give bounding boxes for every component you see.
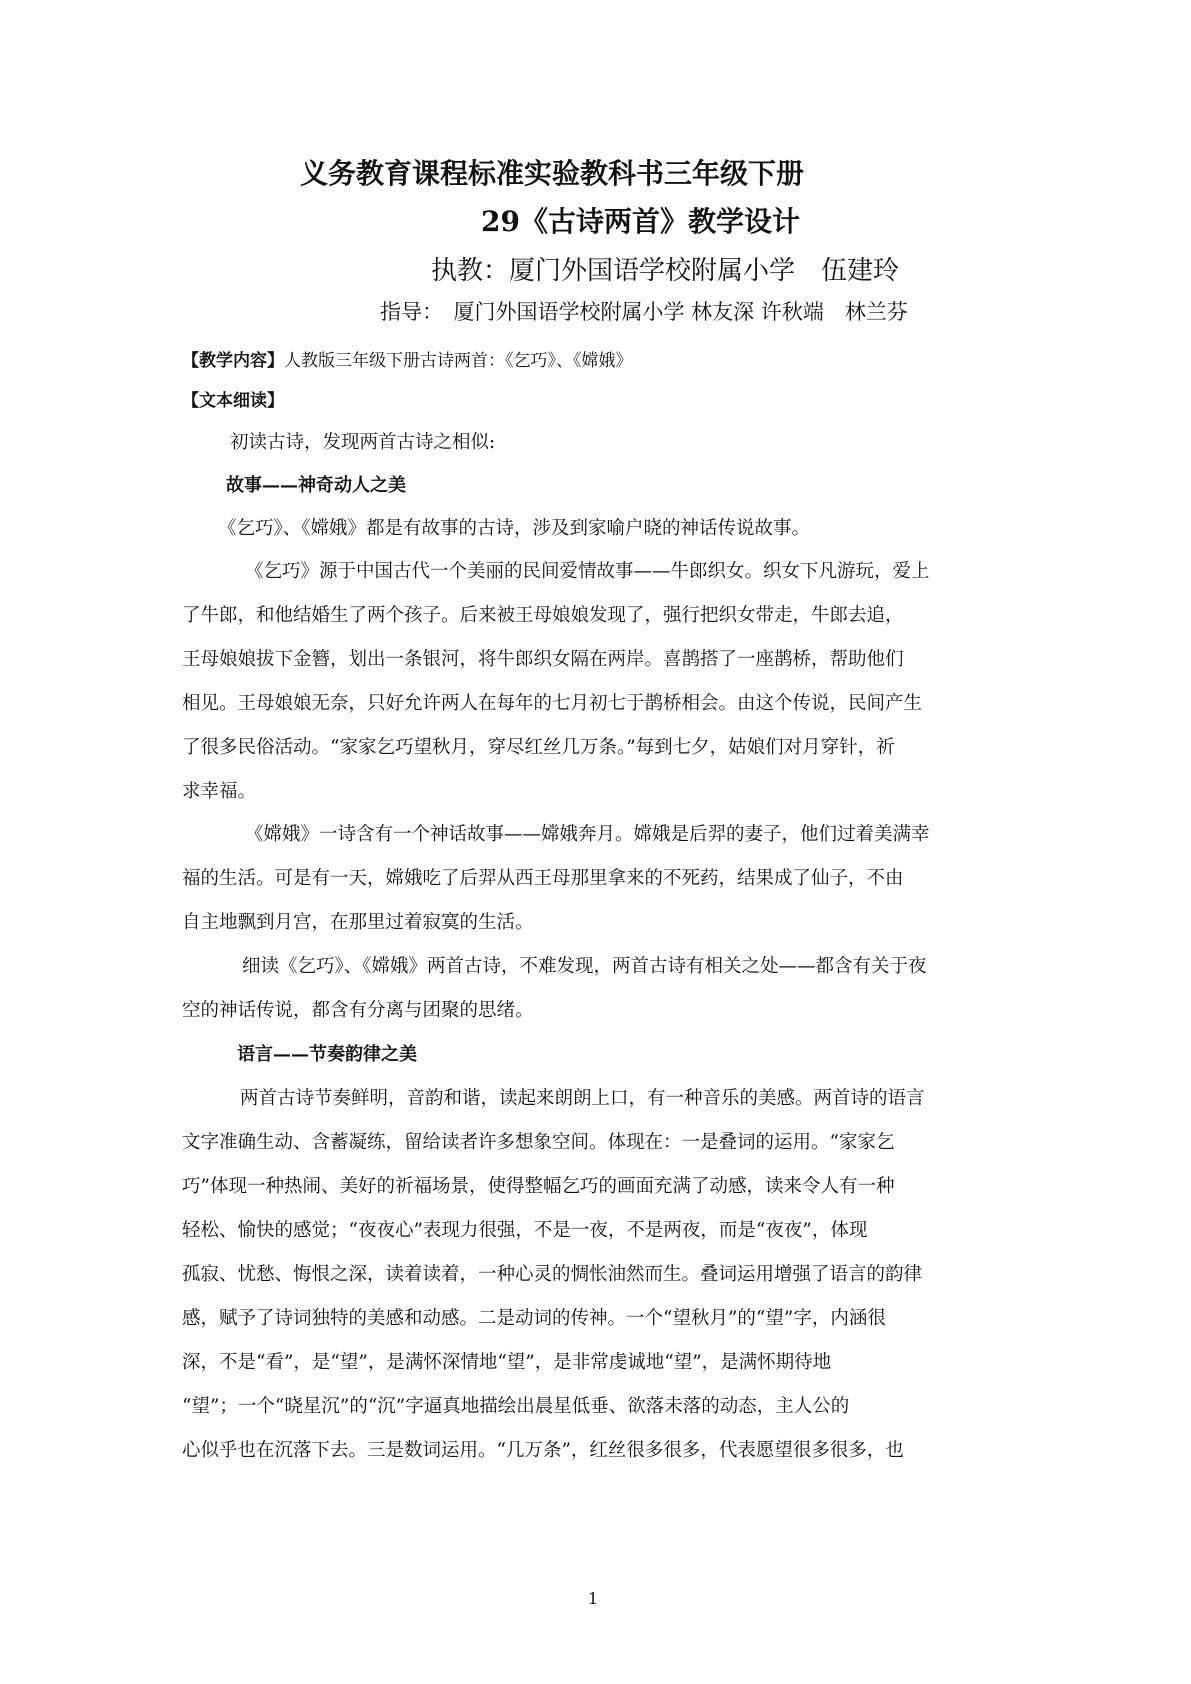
teacher-line: 执教：厦门外国语学校附属小学 伍建玲	[431, 256, 900, 286]
teaching-content-label: 【教学内容】	[182, 351, 284, 371]
document-title: 义务教育课程标准实验教科书三年级下册	[300, 157, 805, 190]
language-line-9: 心似乎也在沉落下去。三是数词运用。“几万条”，红丝很多很多，代表愿望很多很多，也	[182, 1440, 904, 1461]
language-line-4: 轻松、愉快的感觉；“夜夜心”表现力很强，不是一夜，不是两夜，而是“夜夜”，体现	[182, 1220, 868, 1241]
change-line-3: 自主地飘到月宫，在那里过着寂寞的生活。	[182, 912, 534, 933]
change-line-2: 福的生活。可是有一天，嫦娥吃了后羿从西王母那里拿来的不死药，结果成了仙子，不由	[182, 868, 904, 889]
subhead-language: 语言——节奏韵律之美	[237, 1044, 417, 1065]
guide-line: 指导： 厦门外国语学校附属小学 林友深 许秋端 林兰芬	[380, 300, 908, 324]
qiqiao-line-4: 相见。王母娘娘无奈，只好允许两人在每年的七月初七于鹊桥相会。由这个传说，民间产生	[182, 693, 923, 714]
teaching-content-line	[182, 346, 633, 371]
language-line-1: 两首古诗节奏鲜明，音韵和谐，读起来朗朗上口，有一种音乐的美感。两首诗的语言	[240, 1088, 925, 1109]
qiqiao-line-5: 了很多民俗活动。“家家乞巧望秋月，穿尽红丝几万条。”每到七夕，姑娘们对月穿针，祈	[182, 737, 895, 758]
text-reading-heading	[182, 386, 284, 411]
qiqiao-line-1: 《乞巧》源于中国古代一个美丽的民间爱情故事——牛郎织女。织女下凡游玩，爱上	[245, 561, 930, 582]
compare-line-1: 细读《乞巧》、《嫦娥》两首古诗，不难发现，两首古诗有相关之处——都含有关于夜	[242, 956, 927, 977]
page-number: 1	[588, 1589, 599, 1608]
intro-line: 初读古诗，发现两首古诗之相似:	[230, 432, 496, 453]
language-line-5: 孤寂、忧愁、悔恨之深，读着读着，一种心灵的惆怅油然而生。叠词运用增强了语言的韵律	[182, 1264, 923, 1285]
language-line-8: “望”；一个“晓星沉”的“沉”字逼真地描绘出晨星低垂、欲落未落的动态，主人公的	[182, 1396, 850, 1417]
change-line-1: 《嫦娥》一诗含有一个神话故事——嫦娥奔月。嫦娥是后羿的妻子，他们过着美满幸	[245, 824, 930, 845]
document-subtitle: 29《古诗两首》教学设计	[481, 205, 800, 238]
text-reading-label: 【文本细读】	[182, 391, 284, 411]
story-lead-line: 《乞巧》、《嫦娥》都是有故事的古诗，涉及到家喻户晓的神话传说故事。	[218, 518, 811, 539]
language-line-3: 巧”体现一种热闹、美好的祈福场景，使得整幅乞巧的画面充满了动感，读来令人有一种	[182, 1176, 895, 1197]
language-line-2: 文字准确生动、含蓄凝练，留给读者许多想象空间。体现在：一是叠词的运用。“家家乞	[182, 1132, 895, 1153]
language-line-7: 深，不是“看”，是“望”，是满怀深情地“望”，是非常虔诚地“望”，是满怀期待地	[182, 1352, 832, 1373]
compare-line-2: 空的神话传说，都含有分离与团聚的思绪。	[182, 1000, 534, 1021]
qiqiao-line-2: 了牛郎，和他结婚生了两个孩子。后来被王母娘娘发现了，强行把织女带走，牛郎去追，	[182, 605, 904, 626]
language-line-6: 感，赋予了诗词独特的美感和动感。二是动词的传神。一个“望秋月”的“望”字，内涵很	[182, 1308, 886, 1329]
qiqiao-line-6: 求幸福。	[182, 781, 257, 802]
subhead-story: 故事——神奇动人之美	[226, 475, 406, 496]
qiqiao-line-3: 王母娘娘拔下金簪，划出一条银河，将牛郎织女隔在两岸。喜鹊搭了一座鹊桥，帮助他们	[182, 649, 904, 670]
teaching-content-text: 人教版三年级下册古诗两首：《乞巧》、《嫦娥》	[284, 351, 633, 371]
